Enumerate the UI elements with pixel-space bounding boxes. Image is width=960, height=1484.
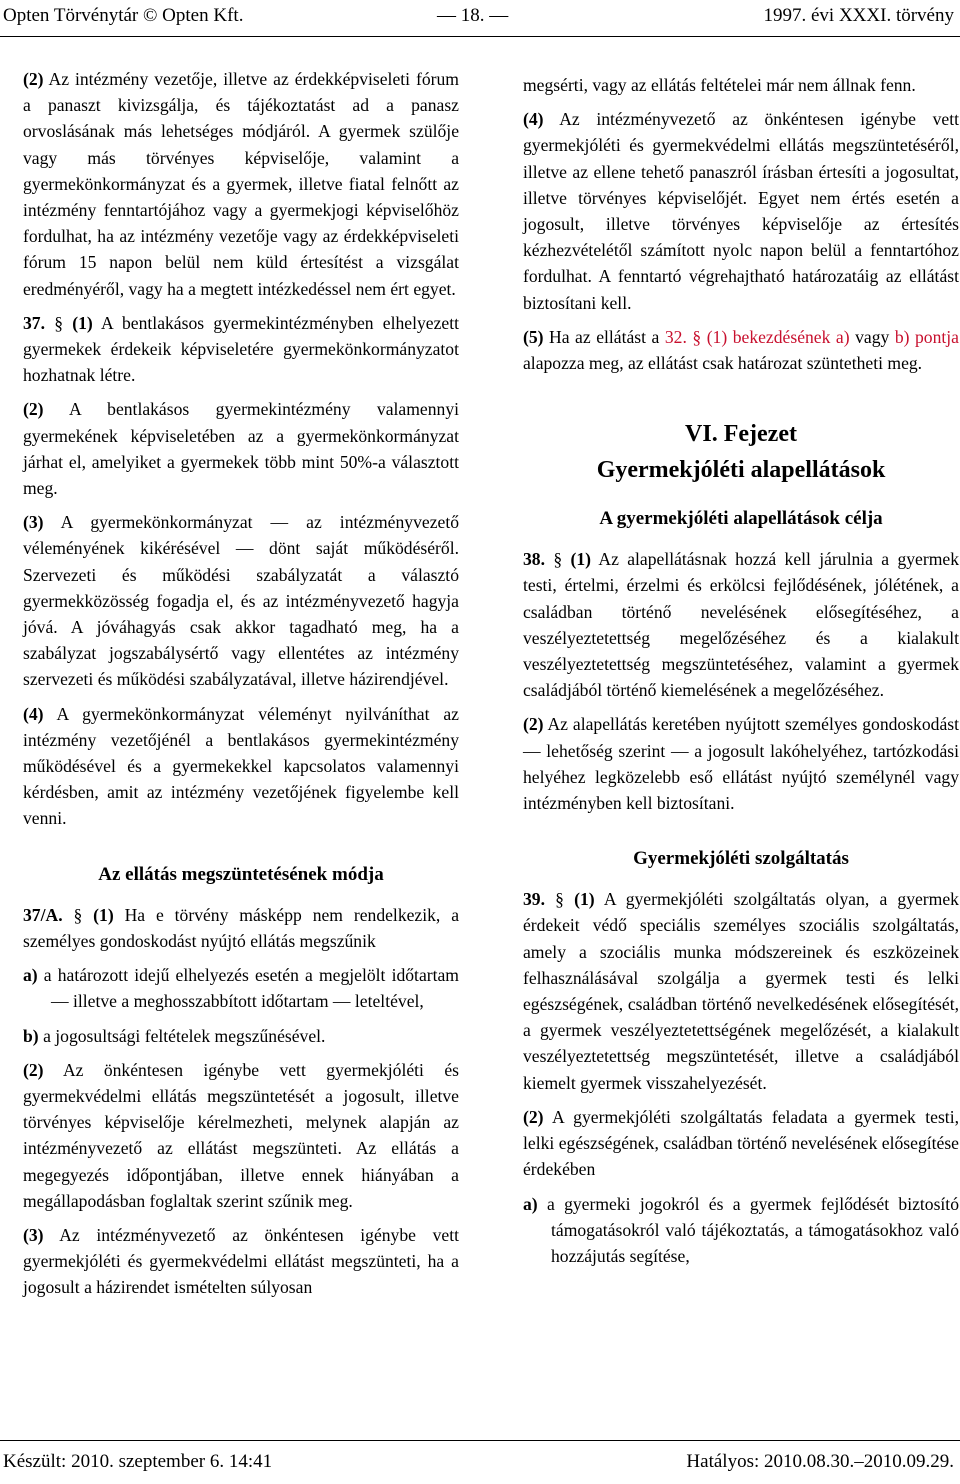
- left-column: [23, 66, 459, 1309]
- section-37-2: (2) A bentlakásos gyermekintézmény valamennyi gyermekének képviseletében az a gyermekönkormányzat járhat el, amelyiket a gyermekek több mint 50%-a választott meg.: [23, 399, 459, 499]
- section-37a-3: (3) Az intézményvezető az önkéntesen igénybe vett gyermekjóléti és gyermekvédelmi ellátást megszünteti, ha a jogosult a házirendet ismételten súlyosan: [23, 1224, 459, 1298]
- paragraph-36-2: (2) Az intézmény vezetője, illetve az érdekképviseleti fórum a panaszt kivizsgálja, és tájékoztatást ad a panasz orvoslásának más lehetséges módjáról. A gyermek szülője vagy más törvényes képviselője, valamint a gyermekönkormányzat és a gyermek, illetve fiatal felnőtt az intézmény fenntartójához vagy a gyermekjogi képviselőhöz fordulhat, ha az intézmény vezetője vagy az érdekképviseleti fórum 15 napon belül nem küld értesítést a vizsgálat eredményéről, vagy ha a megtett intézkedéssel nem ért egyet.: [23, 69, 459, 299]
- section-37a-4: (4) Az intézményvezető az önkéntesen igénybe vett gyermekjóléti és gyermekvédelmi ellátás megszüntetéséről, illetve az ellene tehető panaszról írásban értesíti a jogosultat, illetve törvényes képviselőjét. Egyet nem értés esetén a jogosult, illetve törvényes képviselője az értesítés kézhezvételétől számított nyolc napon belül a fenntartóhoz fordulhat. A fenntartó végrehajtható határozatáig az ellátást biztosítani kell.: [523, 109, 959, 313]
- section-number: 38.: [523, 549, 545, 570]
- chapter-number: VI. Fejezet: [685, 421, 797, 448]
- section-number: 37/A.: [23, 904, 63, 925]
- section-number: 37.: [23, 312, 45, 333]
- footer-validity: Hatályos: 2010.08.30.–2010.09.29.: [686, 1451, 954, 1472]
- header-law-title: 1997. évi XXXI. törvény: [763, 5, 954, 26]
- header-publisher: Opten Törvénytár © Opten Kft.: [3, 5, 244, 26]
- section-37a-5: (5) Ha az ellátást a 32. § (1) bekezdésének a) vagy b) pontja alapozza meg, az ellátást csak határozat szüntetheti meg.: [523, 326, 959, 374]
- section-37a-2: (2) Az önkéntesen igénybe vett gyermekjóléti és gyermekvédelmi ellátás megszüntetését a jogosult, illetve törvényes képviselője kérelmezheti, melynek alapján az intézményvezető az ellátást megszünteti. Az ellátás a megegyezés időpontjában, illetve ennek hiányában a megállapodásban foglaltak szerint szűnik meg.: [23, 1059, 459, 1211]
- section-37-1: 37. § (1) A bentlakásos gyermekintézményben elhelyezett gyermekek érdekeik képviseletére gyermekönkormányzatot hozhatnak létre.: [23, 312, 459, 386]
- section-38-2: (2) Az alapellátás keretében nyújtott személyes gondoskodást — lehetőség szerint — a jogosult lakóhelyéhez, tartózkodási helyéhez legközelebb eső ellátást nyújtó személynél vagy intézményben kell biztosítani.: [523, 714, 959, 814]
- list-item-a: a) a határozott idejű elhelyezés esetén a megjelölt időtartam — illetve a meghosszabbított időtartam — leteltével,: [23, 965, 459, 1012]
- list-item-b: b) a jogosultsági feltételek megszűnésével.: [23, 1025, 326, 1046]
- reference-link-sect[interactable]: §: [692, 326, 702, 347]
- footer-created: Készült: 2010. szeptember 6. 14:41: [3, 1451, 273, 1472]
- section-39-2: (2) A gyermekjóléti szolgáltatás feladata a gyermek testi, lelki egészségének, családban történő nevelésének elősegítése érdekében: [523, 1106, 959, 1180]
- section-39-1: 39. § (1) A gyermekjóléti szolgáltatás olyan, a gyermek érdekeit védő speciális személyes szociális szolgáltatás, amely a szociális munka módszereinek és eszközeinek felhasználásával szolgálja a gyermek testi és lelki egészségének, családban történő nevelkedésének elősegítését, a gyermek veszélyeztetettségének megelőzését, a kialakult veszélyeztetettség megszüntetését, illetve a családjából kiemelt gyermek visszahelyezését.: [523, 889, 959, 1093]
- heading-cel: A gyermekjóléti alapellátások célja: [599, 508, 883, 530]
- footer-divider: [0, 1440, 960, 1441]
- header-page-number: — 18. —: [437, 5, 509, 26]
- reference-link-point-b[interactable]: b) pontja: [894, 326, 959, 347]
- section-37a-1: 37/A. § (1) Ha e törvény másképp nem rendelkezik, a személyes gondoskodást nyújtó ellátás megszűnik: [23, 904, 460, 951]
- section-number: 39.: [523, 889, 545, 910]
- list-item-a: a) a gyermeki jogokról és a gyermek fejlődését biztosító támogatásokról való tájékoztatás, a támogatásokhoz való hozzájutás segítése,: [523, 1193, 959, 1266]
- section-38-1: 38. § (1) Az alapellátásnak hozzá kell járulnia a gyermek testi, értelmi, érzelmi és erkölcsi fejlődésének, jólétének, a családban történő nevelésének elősegítéséhez, a veszélyeztetettség megelőzéséhez és a kialakult veszélyeztetettség megszüntetéséhez, valamint a gyermek családjából történő kiemelésének a megelőzéséhez.: [523, 549, 959, 701]
- heading-megszunes: Az ellátás megszüntetésének módja: [98, 863, 384, 885]
- continuation-text: megsérti, vagy az ellátás feltételei már nem állnak fenn.: [523, 75, 916, 95]
- reference-link-paragraph-1a[interactable]: (1) bekezdésének a): [706, 326, 850, 347]
- chapter-heading: [523, 416, 959, 488]
- header-divider: [0, 36, 960, 37]
- chapter-title: Gyermekjóléti alapellátások: [596, 457, 886, 484]
- page-header: [0, 2, 960, 34]
- reference-link-32[interactable]: 32.: [664, 326, 687, 347]
- section-37-4: (4) A gyermekönkormányzat véleményt nyilváníthat az intézmény vezetőjénél a bentlakásos gyermekintézmény működésével és a gyermekekkel kapcsolatos valamennyi kérdésben, amit az intézmény vezetőjének figyelembe kell venni.: [23, 703, 459, 829]
- right-column: [523, 72, 959, 1277]
- heading-szolgaltatas: Gyermekjóléti szolgáltatás: [633, 848, 849, 870]
- section-37-3: (3) A gyermekönkormányzat — az intézményvezető véleményének kikérésével — dönt saját működéséről. Szervezeti és működési szabályzatát a választó gyermekközösség fogadja el, és az intézményvezető hagyja jóvá. A jóváhagyás csak akkor tagadható meg, ha a szabályzat jogszabálysértő vagy ellentétes az intézmény szervezeti és működési szabályzatával, illetve házirendjével.: [23, 512, 459, 690]
